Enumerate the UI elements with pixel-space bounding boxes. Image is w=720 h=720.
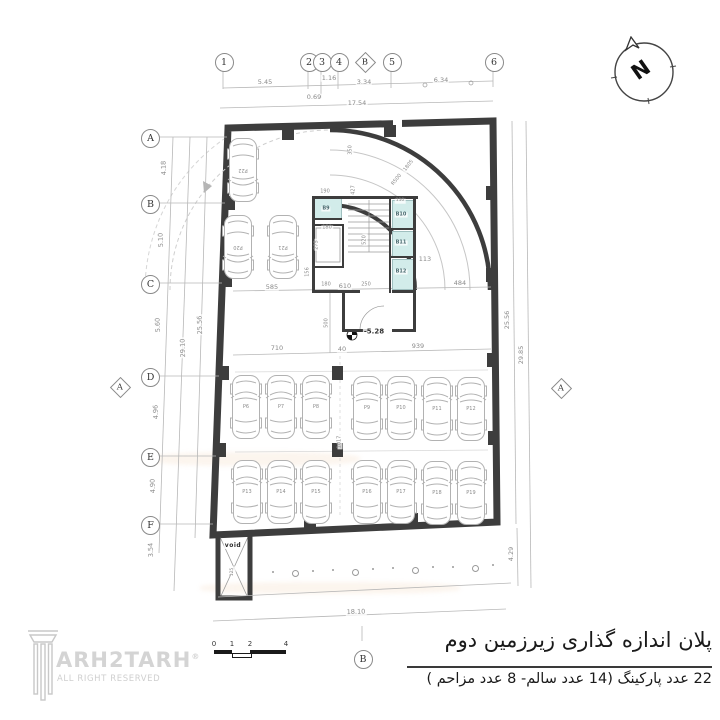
car-p6 <box>230 374 262 440</box>
dim-label: B9 <box>322 205 330 212</box>
dim-label: 4.29 <box>506 546 515 562</box>
car-p15 <box>300 459 332 525</box>
path-arrow <box>203 181 212 193</box>
car-p20 <box>222 214 254 280</box>
parking-spot-label: P12 <box>466 406 476 412</box>
dim-label: R500 <box>390 172 403 187</box>
scale-number: 2 <box>247 640 253 648</box>
sheet-title: پلان اندازه گذاری زیرزمین دوم <box>444 628 712 652</box>
elevator-wall <box>312 266 344 268</box>
dim-label: 520 <box>361 235 368 245</box>
plan-linework <box>100 40 580 680</box>
column <box>282 128 294 140</box>
dim-label: 1.16 <box>321 73 337 82</box>
parking-spot-label: P15 <box>311 489 321 495</box>
sheet-subtitle: 22 عدد پارکینگ (14 عدد سالم- 8 عدد مزاحم ) <box>426 671 712 687</box>
parking-spot-label: P13 <box>242 489 252 495</box>
parking-spot-label: P17 <box>396 489 406 495</box>
dim-label: 250 <box>361 281 371 288</box>
title-divider <box>407 666 712 668</box>
car-p18 <box>421 460 453 526</box>
car-p21 <box>267 214 299 280</box>
parking-spot-label: P8 <box>312 404 320 410</box>
column <box>332 366 343 380</box>
car-p19 <box>455 460 487 526</box>
car-p12 <box>455 376 487 442</box>
dim-label: 710 <box>270 343 284 352</box>
car-p8 <box>300 374 332 440</box>
dim-label: 275 <box>313 240 320 250</box>
elevator-wall <box>342 224 344 268</box>
dim-label: 113 <box>418 254 432 263</box>
site-circle <box>472 565 479 572</box>
dim-label: B10 <box>395 211 407 218</box>
dim-label: 1017 <box>336 435 343 449</box>
dim-label: 484 <box>453 278 467 287</box>
scale-number: 4 <box>283 640 289 648</box>
grid-bubble-5: 5 <box>383 53 402 72</box>
site-dot <box>272 571 274 573</box>
dim-label: void <box>224 542 242 549</box>
dim-label: 3.34 <box>356 77 372 86</box>
dim-label: B11 <box>395 239 407 246</box>
grid-bubble-1: 1 <box>215 53 234 72</box>
logo-rights-text: ALL RIGHT RESERVED <box>57 674 161 684</box>
column <box>384 125 396 137</box>
scale-bar <box>210 640 300 662</box>
lobby-wall <box>392 329 416 332</box>
logo-text: ARH2TARH® <box>56 648 201 672</box>
scale-number: 0 <box>211 640 217 648</box>
parking-spot-label: P22 <box>238 167 248 173</box>
dim-label: -5.28 <box>363 327 385 336</box>
dim-label: 6.34 <box>433 75 449 84</box>
car-p13 <box>231 459 263 525</box>
dim-label: 4.18 <box>159 160 169 176</box>
parking-spot-label: P16 <box>362 489 372 495</box>
column <box>486 268 496 282</box>
grid-bubble-B: B <box>354 650 373 669</box>
dim-label: 4.96 <box>151 404 161 420</box>
dim-label: 17.54 <box>347 98 367 107</box>
site-circle <box>352 569 359 576</box>
dim-label: 29.85 <box>516 345 525 365</box>
grid-bubble-A: A <box>141 129 160 148</box>
dim-label: 25.56 <box>195 315 205 335</box>
parking-spot-label: P14 <box>276 489 286 495</box>
parking-spot-label: P18 <box>432 490 442 496</box>
dim-label: 110 <box>395 197 405 203</box>
parking-spot-label: P6 <box>242 404 250 410</box>
parking-spot-label: P11 <box>432 406 442 412</box>
car-p11 <box>421 376 453 442</box>
dim-label: 180 <box>321 281 331 288</box>
core-wall <box>389 256 415 258</box>
car-p16 <box>351 459 383 525</box>
parking-spot-label: P20 <box>233 244 243 250</box>
parking-spot-label: P10 <box>396 405 406 411</box>
car-p7 <box>265 374 297 440</box>
grid-bubble-C: C <box>141 275 160 294</box>
column <box>486 186 496 200</box>
dim-label: 585 <box>265 282 279 291</box>
car-p9 <box>351 375 383 441</box>
dim-label: 18.10 <box>346 607 366 617</box>
grid-bubble-F: F <box>141 516 160 535</box>
car-p17 <box>385 459 417 525</box>
column <box>219 366 229 380</box>
grid-bubble-B: B <box>141 195 160 214</box>
car-p14 <box>265 459 297 525</box>
dim-label: 610 <box>338 281 352 290</box>
floor-plan-sheet <box>100 40 580 680</box>
dim-label: 4.90 <box>148 478 158 494</box>
grid-bubble-6: 6 <box>485 53 504 72</box>
car-p10 <box>385 375 417 441</box>
parking-spot-label: P21 <box>278 244 288 250</box>
dim-label: 25.56 <box>502 310 511 330</box>
column <box>488 431 498 445</box>
site-circle <box>412 567 419 574</box>
grid-bubble-E: E <box>141 448 160 467</box>
dim-label: 125 <box>229 567 235 577</box>
lobby-wall <box>342 292 345 332</box>
dim-label: 5.60 <box>153 317 163 333</box>
grid-bubble-D: D <box>141 368 160 387</box>
north-arrow <box>608 36 680 108</box>
parking-spot-label: P9 <box>363 405 371 411</box>
scale-number: 1 <box>229 640 235 648</box>
grid-bubble-4: 4 <box>330 53 349 72</box>
section-marker-A: A <box>550 377 571 398</box>
dim-label: B12 <box>395 268 407 275</box>
core-wall <box>392 290 416 293</box>
core-wall <box>312 218 342 220</box>
dim-label: 427 <box>350 185 357 195</box>
dim-label: 1805 <box>402 158 415 173</box>
car-p22 <box>227 137 259 203</box>
storage-room-b12 <box>392 259 415 290</box>
grid-bubble-3: 3 <box>313 53 332 72</box>
grid-bubble-2: 2 <box>300 53 319 72</box>
core-wall <box>312 290 360 293</box>
site-dot <box>372 568 374 570</box>
parking-spot-label: P19 <box>466 490 476 496</box>
dim-label: 40 <box>337 344 347 353</box>
section-marker-A: A <box>109 376 130 397</box>
dim-label: 190 <box>320 188 330 195</box>
grid-marker-B: B <box>354 52 375 73</box>
dim-label: 0.69 <box>306 92 322 101</box>
dim-label: 5.45 <box>257 77 273 86</box>
site-dot <box>312 570 314 572</box>
parking-spot-label: P7 <box>277 404 285 410</box>
core-wall <box>389 196 391 293</box>
dim-label: 156 <box>304 267 311 277</box>
column <box>487 353 497 367</box>
dim-label: 3.54 <box>146 542 156 558</box>
dim-label: 5.10 <box>156 232 166 248</box>
dim-label: 500 <box>323 318 330 328</box>
north-letter: N <box>626 55 655 85</box>
dim-label: 29.10 <box>178 338 188 358</box>
core-wall <box>389 228 415 230</box>
dim-label: 180 <box>322 224 332 231</box>
core-wall <box>413 196 416 332</box>
company-logo <box>28 626 218 708</box>
column <box>216 443 226 457</box>
dim-label: 350 <box>347 145 354 155</box>
site-dot <box>452 566 454 568</box>
dim-label: 939 <box>411 341 425 350</box>
